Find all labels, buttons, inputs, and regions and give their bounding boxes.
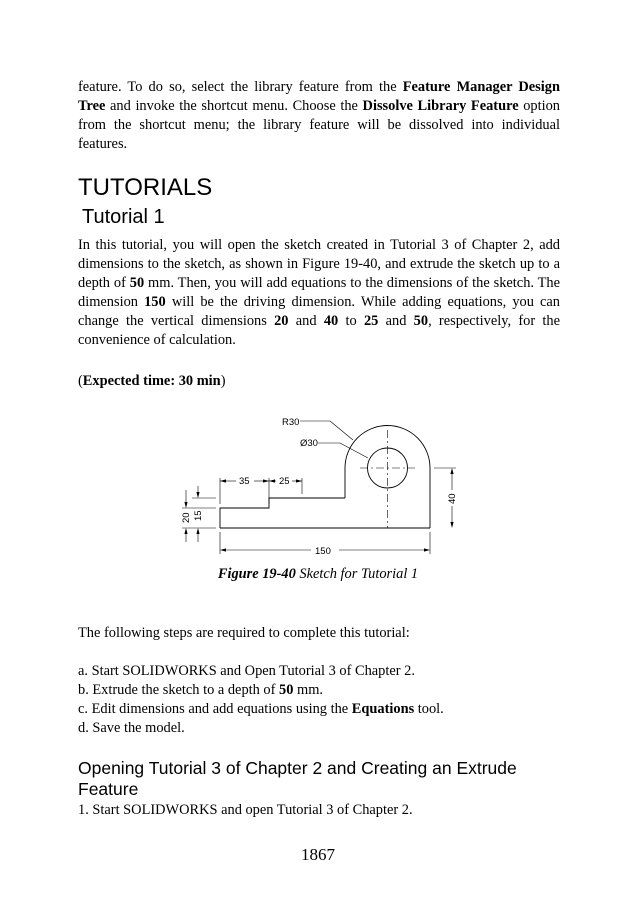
tutorial-title: Tutorial 1: [82, 206, 165, 228]
label-r30: R30: [282, 417, 300, 428]
caption-number: Figure 19-40: [217, 566, 296, 582]
tp-text: will be the driving dimension. While adding equations, you can change the vertical dimensions: [78, 294, 560, 329]
tutorial-paragraph: [78, 236, 560, 350]
tp-text: and: [288, 313, 324, 329]
step-d: d. Save the model.: [78, 720, 185, 736]
sketch-figure: [170, 410, 470, 560]
page-number: 1867: [301, 845, 335, 864]
label-d30: Ø30: [300, 438, 318, 449]
caption-text: Sketch for Tutorial 1: [295, 566, 419, 582]
label-20: 20: [181, 512, 192, 523]
dimension-arrows: [184, 468, 453, 552]
section-title: TUTORIALS: [78, 174, 213, 201]
tp-text: In this tutorial, you will open the sketch created in Tutorial 3 of Chapter 2, add dimensions to the sketch, as shown in Figure 19-40, and extrude the sketch up to a depth of: [78, 237, 560, 291]
label-150: 150: [315, 546, 331, 557]
intro-paragraph: [78, 78, 560, 154]
tp-bold: 25: [363, 313, 379, 329]
label-35: 35: [239, 476, 250, 487]
tp-bold: 20: [274, 313, 289, 329]
tp-text: and: [378, 313, 414, 329]
centerlines: [360, 430, 415, 528]
tp-bold: 50: [413, 313, 429, 329]
step-1: 1. Start SOLIDWORKS and open Tutorial 3 of Chapter 2.: [78, 802, 413, 818]
equations-tool-label: Equations: [351, 701, 415, 717]
intro-text-3: option from the shortcut menu; the library feature will be dissolved into individual features.: [78, 98, 560, 152]
label-15: 15: [193, 510, 204, 521]
intro-text-2: and invoke the shortcut menu. Choose the: [105, 98, 363, 114]
step-a: a. Start SOLIDWORKS and Open Tutorial 3 of Chapter 2.: [78, 663, 415, 679]
tp-text: to: [338, 313, 364, 329]
figure-caption: [0, 566, 636, 583]
expected-time: (Expected time: 30 min): [78, 373, 226, 389]
section-heading: Opening Tutorial 3 of Chapter 2 and Creating an Extrude Feature: [78, 758, 517, 799]
intro-text-1: feature. To do so, select the library feature from the: [78, 79, 403, 95]
tp-bold: 50: [129, 275, 145, 291]
steps-intro: The following steps are required to complete this tutorial:: [78, 625, 410, 641]
tp-text: mm. Then, you will add equations to the dimensions of the sketch. The dimension: [78, 275, 560, 310]
step-b: b. Extrude the sketch to a depth of 50 mm.: [78, 682, 323, 698]
intro-bold-feature-manager: Feature Manager Design Tree: [78, 79, 560, 114]
step-c: c. Edit dimensions and add equations using the Equations tool.: [78, 701, 444, 717]
tp-bold: 150: [144, 294, 166, 310]
part-outline: [220, 426, 430, 529]
expected-time-bold: Expected time: 30 min: [82, 373, 221, 389]
tp-bold: 40: [323, 313, 339, 329]
label-25: 25: [279, 476, 290, 487]
label-40: 40: [447, 493, 458, 504]
intro-bold-dissolve-library: Dissolve Library Feature: [362, 98, 519, 114]
tp-text: , respectively, for the convenience of calculation.: [78, 313, 561, 348]
